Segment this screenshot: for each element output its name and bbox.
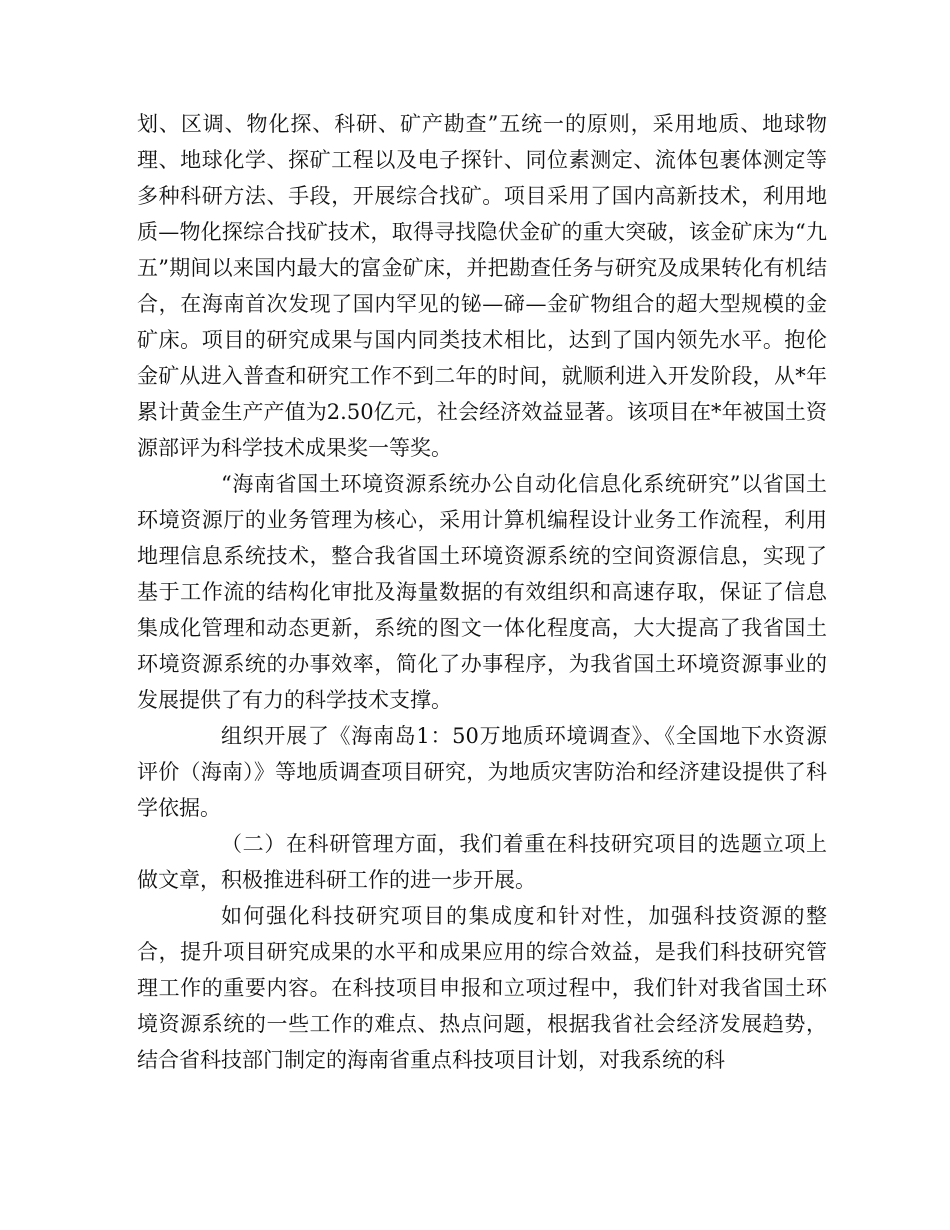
paragraph-research-management-heading: （二）在科研管理方面，我们着重在科技研究项目的选题立项上做文章，积极推进科研工作的进一步开展。: [137, 832, 827, 892]
paragraph-project-gold-mine: 划、区调、物化探、科研、矿产勘查”五统一的原则，采用地质、地球物理、地球化学、探矿工程以及电子探针、同位素测定、流体包裹体测定等多种科研方法、手段，开展综合找矿。项目采用了国内高新技术，利用地质—物化探综合找矿技术，取得寻找隐伏金矿的重大突破，该金矿床为“九五”期间以来国内最大的富金矿床，并把勘查任务与研究及成果转化有机结合，在海南首次发现了国内罕见的铋—碲—金矿物组合的超大型规模的金矿床。项目的研究成果与国内同类技术相比，达到了国内领先水平。抱伦金矿从进入普查和研究工作不到二年的时间，就顺利进入开发阶段，从*年累计黄金生产产值为2.50亿元，社会经济效益显著。该项目在*年被国土资源部评为科学技术成果奖一等奖。: [137, 112, 827, 460]
paragraph-research-management-content: 如何强化科技研究项目的集成度和针对性，加强科技资源的整合，提升项目研究成果的水平和成果应用的综合效益，是我们科技研究管理工作的重要内容。在科技项目申报和立项过程中，我们针对我省国土环境资源系统的一些工作的难点、热点问题，根据我省社会经济发展趋势，结合省科技部门制定的海南省重点科技项目计划，对我系统的科: [137, 904, 827, 1072]
paragraph-office-automation-system: “海南省国土环境资源系统办公自动化信息化系统研究”以省国土环境资源厅的业务管理为核心，采用计算机编程设计业务工作流程，利用地理信息系统技术，整合我省国土环境资源系统的空间资源信息，实现了基于工作流的结构化审批及海量数据的有效组织和高速存取，保证了信息集成化管理和动态更新，系统的图文一体化程度高，大大提高了我省国土环境资源系统的办事效率，简化了办事程序，为我省国土环境资源事业的发展提供了有力的科学技术支撑。: [137, 472, 827, 712]
document-page: [137, 106, 827, 1078]
paragraph-geological-survey: 组织开展了《海南岛1：50万地质环境调查》、《全国地下水资源评价（海南）》等地质调查项目研究，为地质灾害防治和经济建设提供了科学依据。: [137, 724, 827, 820]
